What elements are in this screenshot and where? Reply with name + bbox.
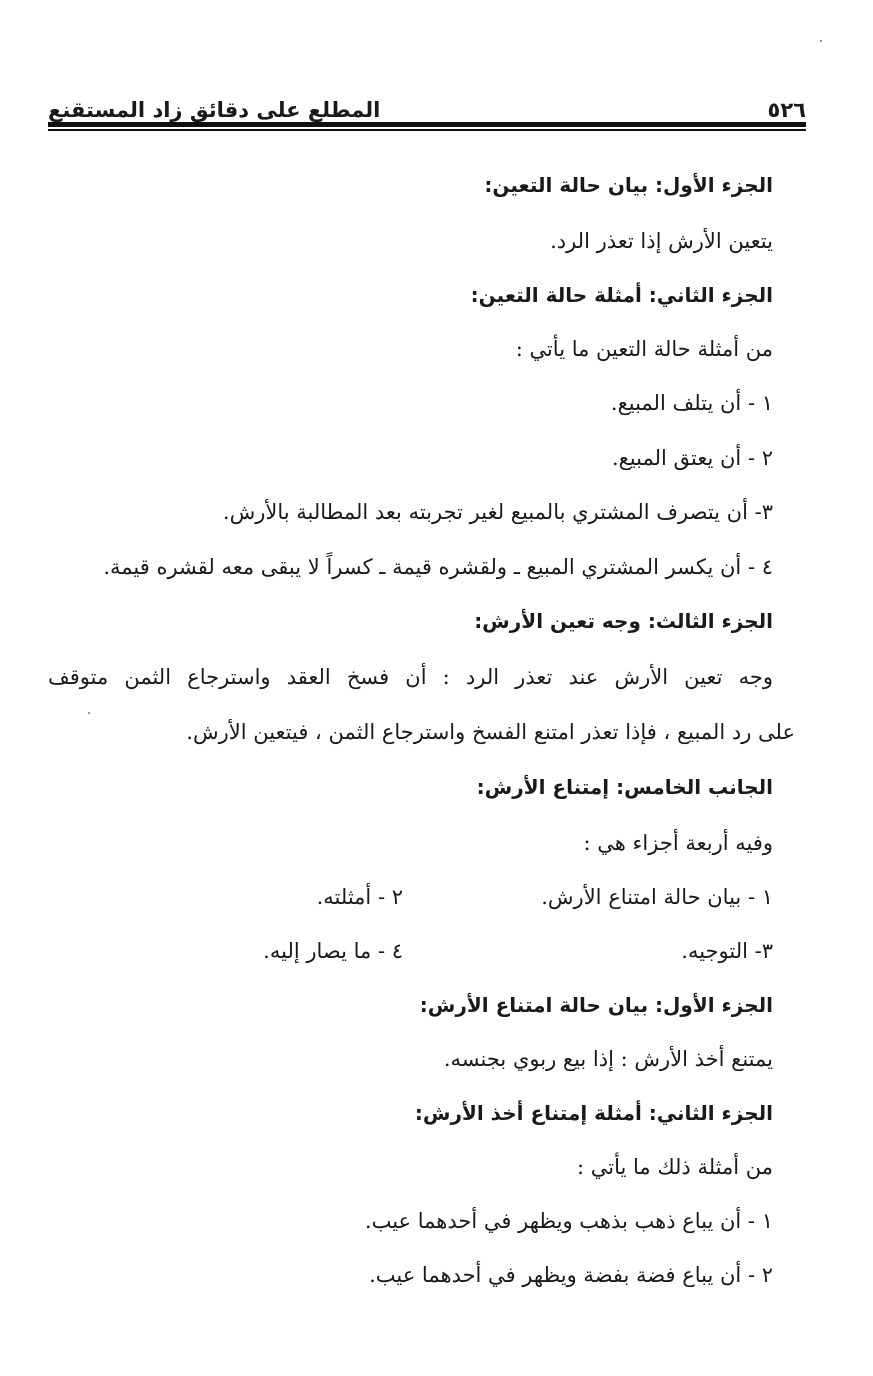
paragraph-line: وجه تعين الأرش عند تعذر الرد : أن فسخ العقد واسترجاع الثمن متوقف	[48, 665, 773, 689]
list-item: ٢ - أمثلته.	[316, 885, 403, 909]
list-item: ٢ - أن يباع فضة بفضة ويظهر في أحدهما عيب.	[369, 1263, 773, 1287]
paragraph: من أمثلة حالة التعين ما يأتي :	[515, 337, 773, 361]
scan-speck	[820, 40, 822, 42]
list-item: ٢ - أن يعتق المبيع.	[611, 446, 773, 470]
paragraph: يتعين الأرش إذا تعذر الرد.	[550, 229, 773, 253]
list-item: ١ - أن يباع ذهب بذهب ويظهر في أحدهما عيب.	[364, 1209, 773, 1233]
list-item: ٣- التوجيه.	[681, 939, 773, 963]
section-heading: الجزء الثالث: وجه تعين الأرش:	[474, 609, 773, 633]
header-rule-thick	[48, 122, 806, 127]
section-heading: الجزء الثاني: أمثلة حالة التعين:	[470, 283, 773, 307]
section-heading: الجزء الأول: بيان حالة التعين:	[484, 173, 773, 197]
section-heading: الجزء الأول: بيان حالة امتناع الأرش:	[419, 993, 773, 1017]
section-heading: الجزء الثاني: أمثلة إمتناع أخذ الأرش:	[414, 1101, 773, 1125]
paragraph-line: على رد المبيع ، فإذا تعذر امتنع الفسخ واسترجاع الثمن ، فيتعين الأرش.	[186, 720, 795, 744]
running-head	[48, 88, 806, 124]
paragraph: يمتنع أخذ الأرش : إذا بيع ربوي بجنسه.	[443, 1047, 773, 1071]
list-item: ٣- أن يتصرف المشتري بالمبيع لغير تجربته بعد المطالبة بالأرش.	[222, 500, 773, 524]
section-heading: الجانب الخامس: إمتناع الأرش:	[476, 775, 773, 799]
page-number: ٥٢٦	[767, 98, 806, 122]
scan-speck	[88, 712, 90, 714]
paragraph: من أمثلة ذلك ما يأتي :	[576, 1155, 773, 1179]
list-item: ١ - بيان حالة امتناع الأرش.	[541, 885, 773, 909]
header-rule-thin	[48, 129, 806, 131]
list-item: ١ - أن يتلف المبيع.	[610, 391, 773, 415]
paragraph: وفيه أربعة أجزاء هي :	[583, 831, 773, 855]
list-item: ٤ - ما يصار إليه.	[263, 939, 403, 963]
book-title: المطلع على دقائق زاد المستقنع	[48, 98, 381, 122]
list-item: ٤ - أن يكسر المشتري المبيع ـ ولقشره قيمة ـ كسراً لا يبقى معه لقشره قيمة.	[103, 555, 773, 579]
